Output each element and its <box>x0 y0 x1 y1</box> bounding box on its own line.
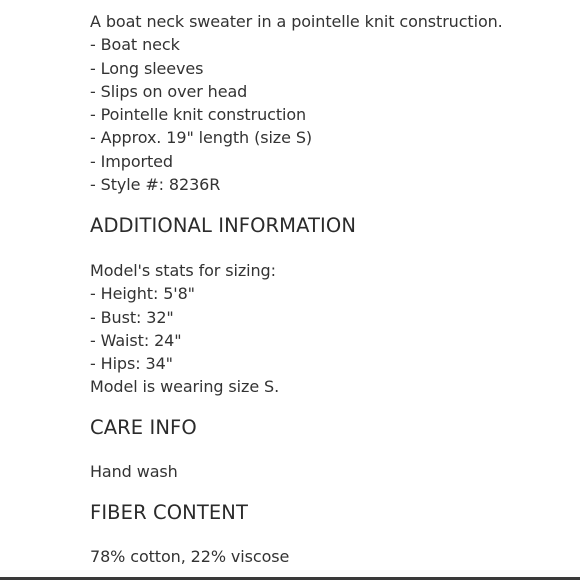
model-size-note: Model is wearing size S. <box>90 377 280 397</box>
description-item: - Style #: 8236R <box>90 175 221 195</box>
additional-information-section <box>90 259 279 399</box>
fiber-content-section <box>90 545 289 568</box>
model-stat-item: - Hips: 34" <box>90 354 173 374</box>
fiber-content-heading: FIBER CONTENT <box>90 501 248 524</box>
description-item: - Long sleeves <box>90 58 204 78</box>
description-section <box>90 10 503 196</box>
description-item: - Approx. 19" length (size S) <box>90 128 313 148</box>
care-info-text: Hand wash <box>90 462 178 481</box>
description-item: - Pointelle knit construction <box>90 105 307 125</box>
model-stats-intro: Model's stats for sizing: <box>90 261 276 280</box>
model-stat-item: - Height: 5'8" <box>90 284 195 304</box>
description-intro: A boat neck sweater in a pointelle knit construction. <box>90 12 503 31</box>
model-stat-item: - Bust: 32" <box>90 307 174 327</box>
model-stat-item: - Waist: 24" <box>90 330 182 350</box>
care-info-section <box>90 460 178 483</box>
fiber-content-text: 78% cotton, 22% viscose <box>90 547 290 566</box>
description-item: - Slips on over head <box>90 81 248 101</box>
care-info-heading: CARE INFO <box>90 416 197 439</box>
description-item: - Imported <box>90 151 173 171</box>
additional-information-heading: ADDITIONAL INFORMATION <box>90 214 357 237</box>
description-item: - Boat neck <box>90 35 180 55</box>
